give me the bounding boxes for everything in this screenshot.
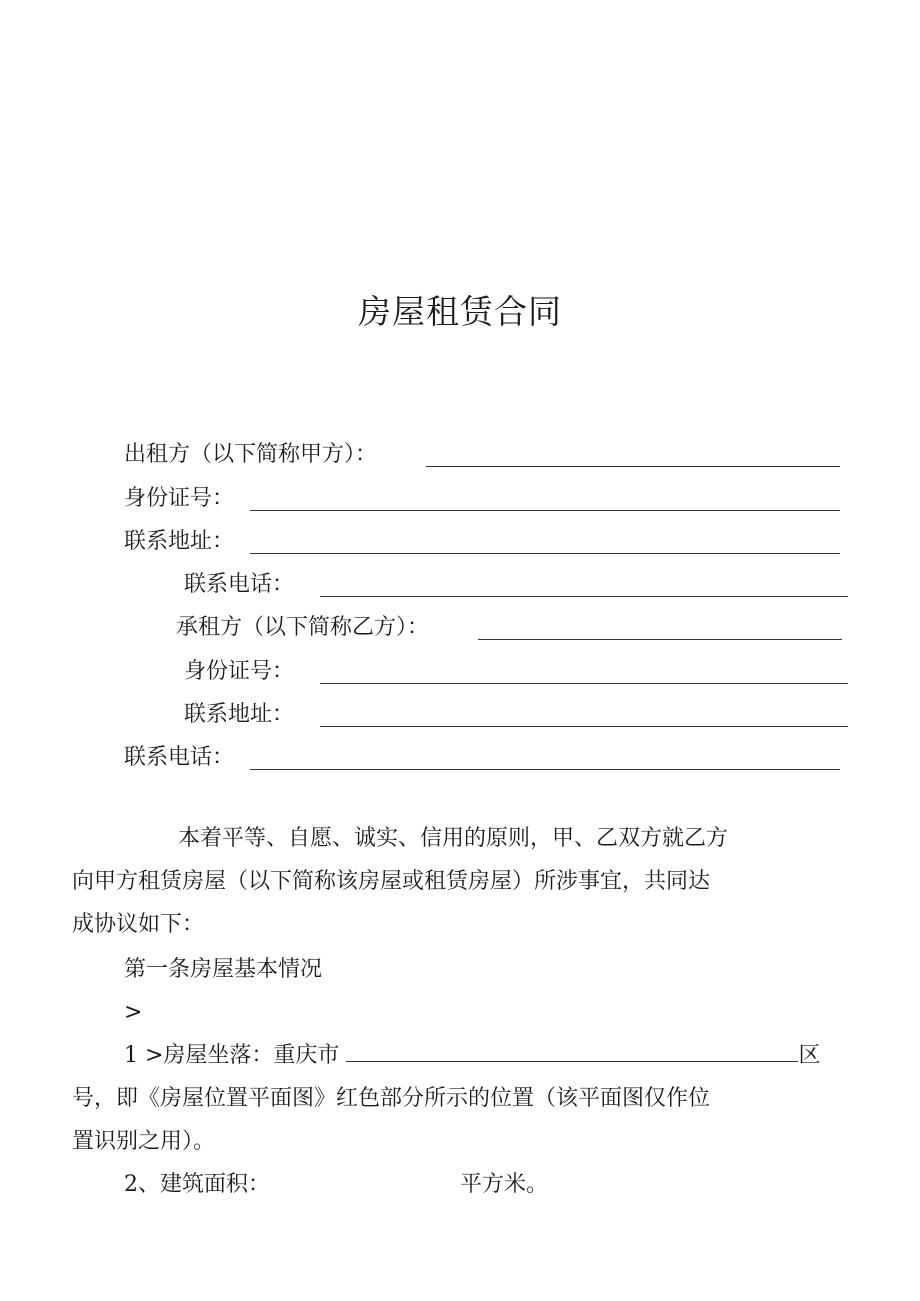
lessor-phone-blank[interactable] [320, 596, 848, 597]
lessor-name-label: 出租方（以下简称甲方）： [124, 442, 378, 467]
lessor-phone-field[interactable] [184, 570, 850, 600]
lessor-id-blank[interactable] [250, 510, 840, 511]
article-1-item-1 [124, 1041, 844, 1071]
lessee-phone-field[interactable] [124, 743, 844, 773]
lessor-address-blank[interactable] [250, 553, 840, 554]
article-1-item-2-label: 2、建筑面积： [124, 1172, 270, 1197]
lessor-address-field[interactable] [124, 527, 844, 557]
article-1-item-1-line-2: 号，即《房屋位置平面图》红色部分所示的位置（该平面图仅作位 [72, 1086, 711, 1111]
lessor-address-label: 联系地址： [124, 529, 235, 554]
lessee-address-label: 联系地址： [184, 702, 295, 727]
lessee-phone-label: 联系电话： [124, 745, 235, 770]
intro-line-1: 本着平等、自愿、诚实、信用的原则，甲、乙双方就乙方 [178, 826, 729, 851]
lessee-name-field[interactable] [176, 613, 844, 643]
intro-line-2: 向甲方租赁房屋（以下简称该房屋或租赁房屋）所涉事宜，共同达 [72, 869, 711, 894]
lessee-name-label: 承租方（以下简称乙方）： [176, 615, 430, 640]
location-blank[interactable] [346, 1041, 798, 1062]
lessee-address-field[interactable] [184, 700, 850, 730]
lessor-name-field[interactable] [124, 440, 844, 470]
article-1-item-1-line-3: 置识别之用）。 [72, 1129, 216, 1154]
article-1-heading: 第一条房屋基本情况 [124, 957, 323, 982]
lessee-name-blank[interactable] [478, 639, 842, 640]
article-1-item-2-unit: 平方米。 [460, 1172, 549, 1197]
article-1-marker: > [124, 1000, 143, 1025]
item-1-prefix: 1 >房屋坐落：重庆市 [124, 1043, 340, 1068]
lessor-id-field[interactable] [124, 484, 844, 514]
lessee-id-label: 身份证号： [184, 659, 295, 684]
lessor-name-blank[interactable] [426, 466, 840, 467]
lessee-address-blank[interactable] [320, 726, 848, 727]
lessor-id-label: 身份证号： [124, 486, 235, 511]
page-title: 房屋租赁合同 [358, 292, 562, 331]
lessee-phone-blank[interactable] [250, 769, 840, 770]
lessor-phone-label: 联系电话： [184, 572, 295, 597]
item-1-suffix: 区 [798, 1043, 821, 1068]
lessee-id-blank[interactable] [320, 683, 848, 684]
intro-line-3: 成协议如下： [72, 912, 205, 937]
lessee-id-field[interactable] [184, 657, 850, 687]
